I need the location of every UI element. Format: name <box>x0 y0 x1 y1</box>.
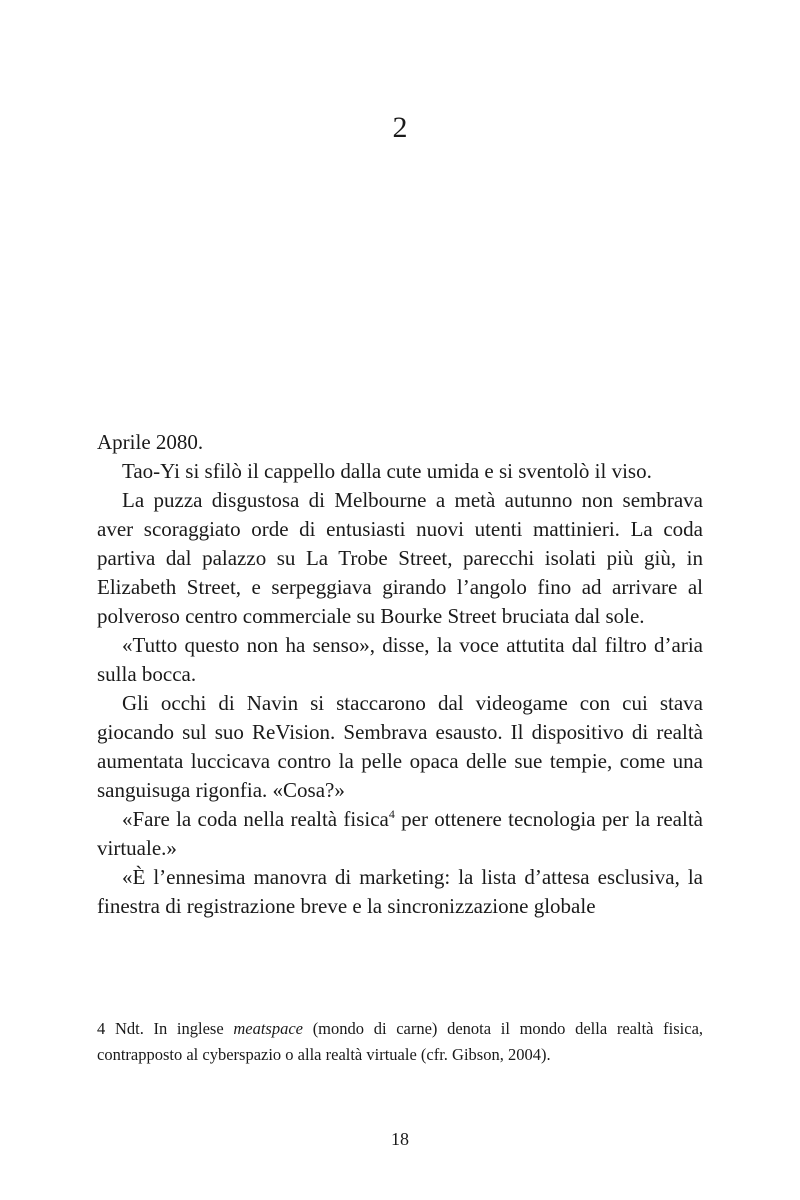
footnote-number: 4 <box>97 1019 106 1038</box>
paragraph: «Tutto questo non ha senso», disse, la voce attutita dal filtro d’aria sulla bocca. <box>97 633 703 686</box>
paragraph: Tao-Yi si sfilò il cappello dalla cute umida e si sventolò il viso. <box>122 459 652 483</box>
paragraph <box>97 805 703 863</box>
paragraph: Aprile 2080. <box>97 430 204 454</box>
footnote-reference[interactable]: 4 <box>388 807 395 821</box>
footnote-text: (mondo di carne) denota il mondo della realtà fisica, contrapposto al cyberspazio o alla realtà virtuale (cfr. Gibson, 2004). <box>97 1019 704 1064</box>
footnote <box>97 1016 703 1068</box>
chapter-number: 2 <box>392 111 408 144</box>
paragraph-text: «Fare la coda nella realtà fisica <box>122 807 389 831</box>
footnote-term: meatspace <box>233 1019 303 1038</box>
paragraph: «È l’ennesima manovra di marketing: la lista d’attesa esclusiva, la finestra di registrazione breve e la sincronizzazione globale <box>97 865 703 918</box>
page-number: 18 <box>391 1129 409 1149</box>
footnote-lead: Ndt. In inglese <box>114 1019 224 1038</box>
paragraph-text: per ottenere tecnologia per la realtà virtuale.» <box>97 807 703 860</box>
body-text <box>97 428 703 921</box>
paragraph: Gli occhi di Navin si staccarono dal videogame con cui stava giocando sul suo ReVision. Sembrava esausto. Il dispositivo di realtà aumentata luccicava contro la pelle opaca delle sue tempie, come una sanguisuga rigonfia. «Cosa?» <box>97 691 703 802</box>
paragraph: La puzza disgustosa di Melbourne a metà autunno non sembrava aver scoraggiato orde di entusiasti nuovi utenti mattinieri. La coda partiva dal palazzo su La Trobe Street, parecchi isolati più giù, in Elizabeth Street, e serpeggiava girando l’angolo fino ad arrivare al polveroso centro commerciale su Bourke Street bruciata dal sole. <box>97 488 703 628</box>
